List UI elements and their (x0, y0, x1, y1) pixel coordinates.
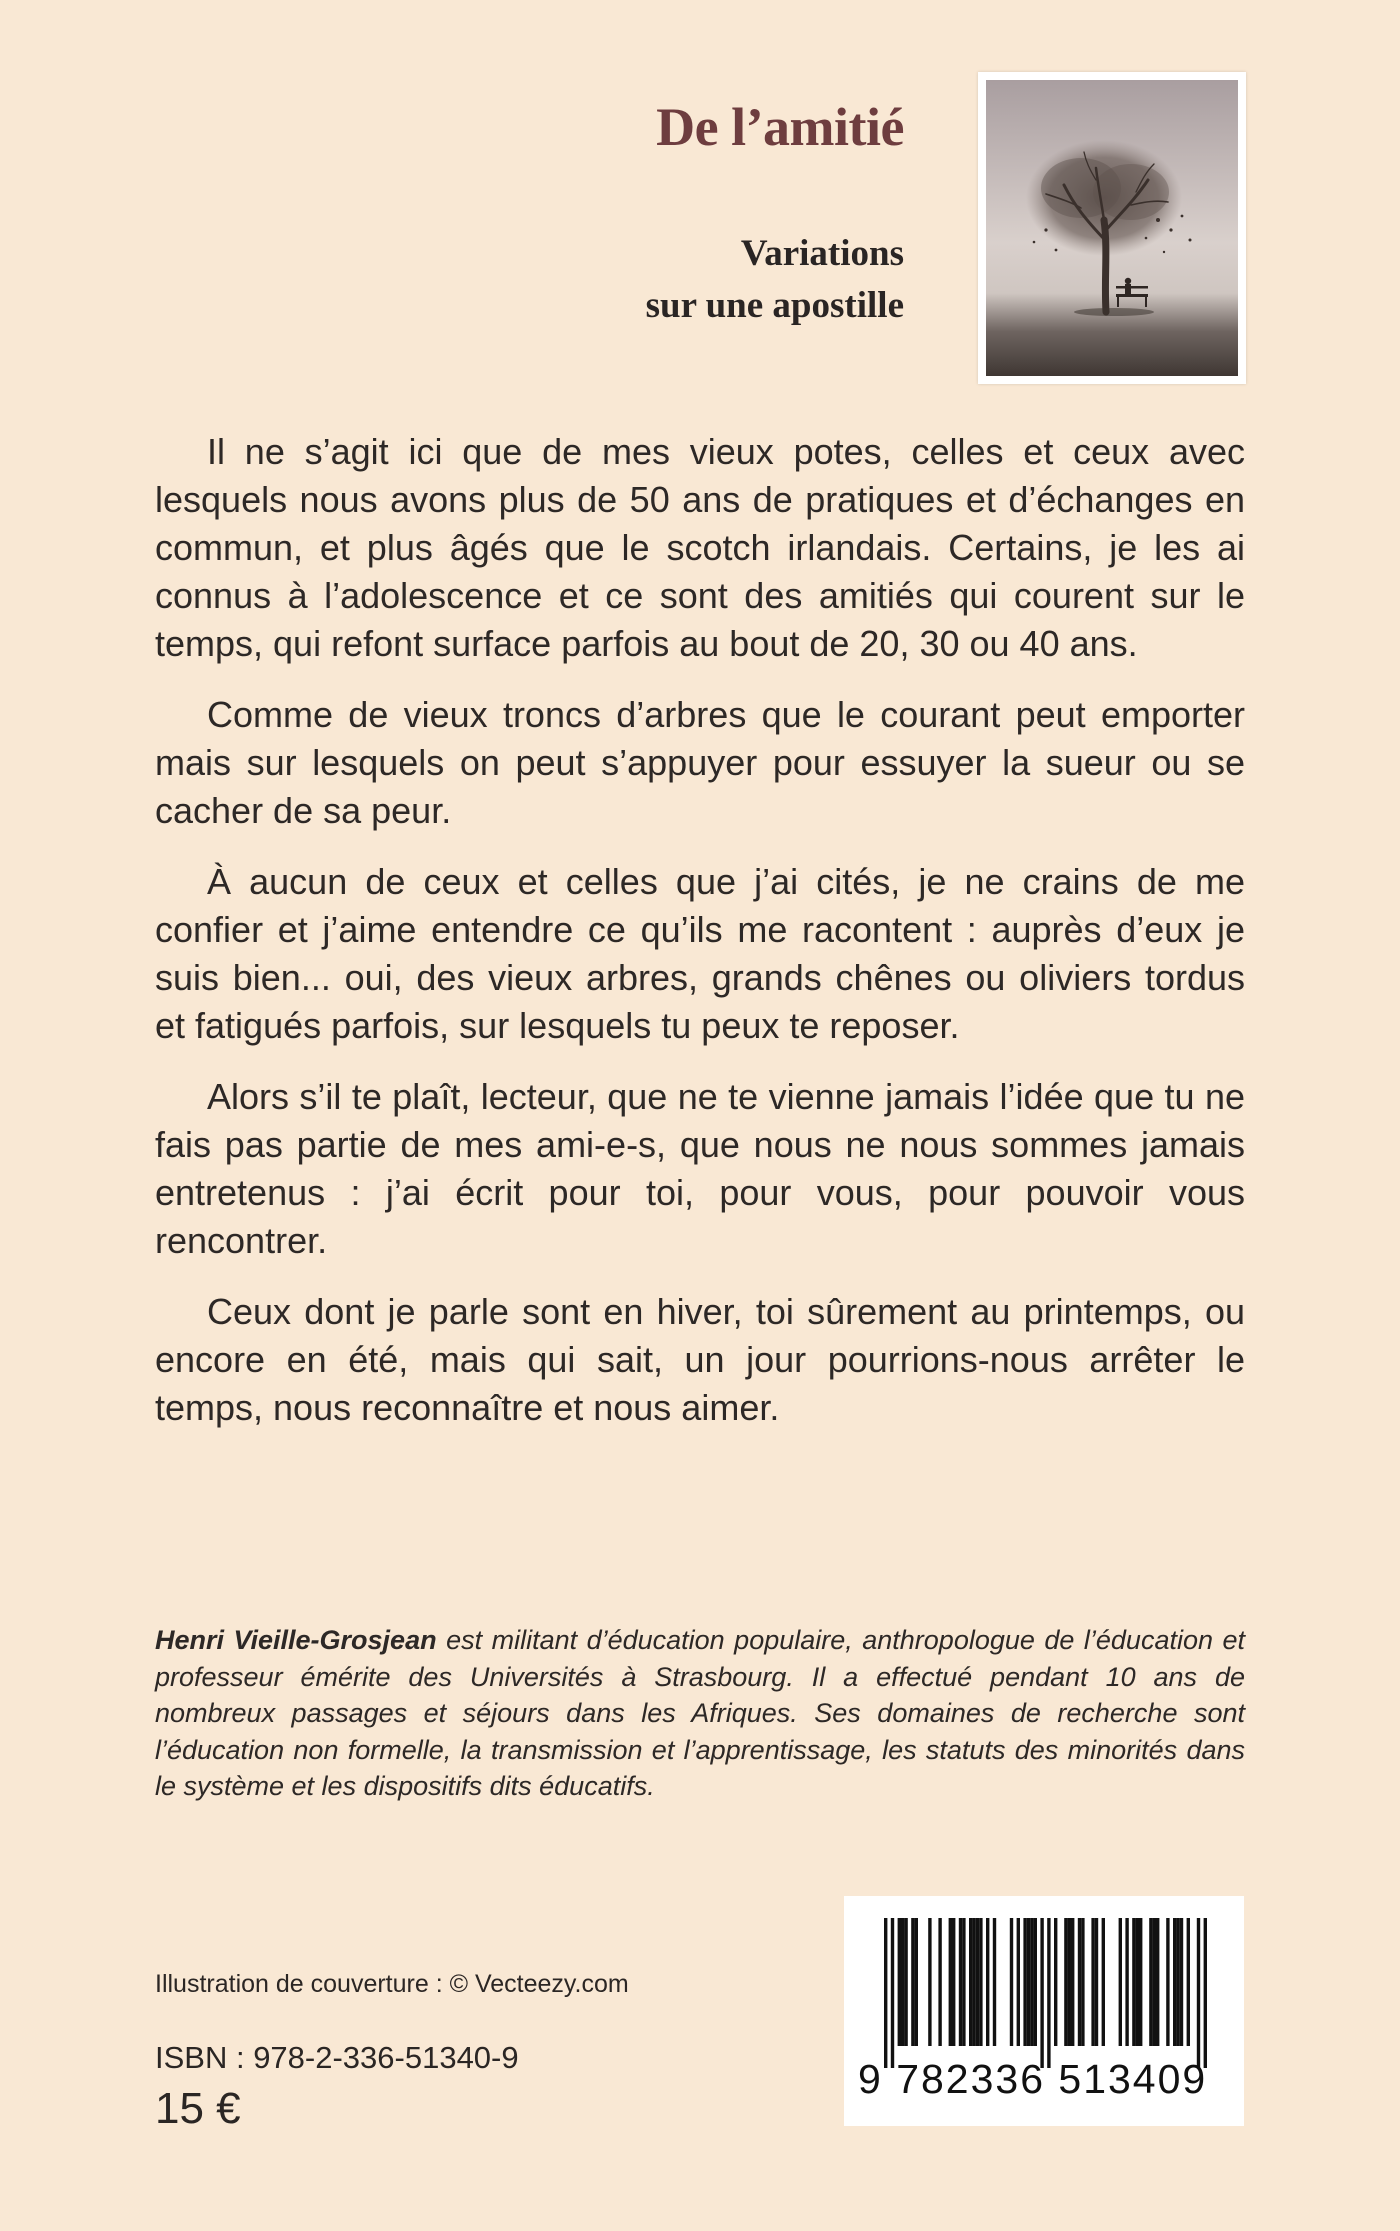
barcode-bar (1119, 1918, 1122, 2046)
barcode-bar (1132, 1918, 1135, 2046)
subtitle-line-2: sur une apostille (645, 285, 904, 326)
body-paragraph: Alors s’il te plaît, lecteur, que ne te vienne jamais l’idée que tu ne fais pas partie de mes ami-e-s, que nous ne nous sommes jamais entretenus : j’ai écrit pour toi, pour vous, pour pouvoir vous rencontrer. (155, 1076, 1245, 1261)
barcode-bar (901, 1918, 904, 2046)
barcode-bar (1125, 1918, 1128, 2046)
barcode-bar (1197, 1918, 1200, 2068)
barcode-bar (1047, 1918, 1050, 2068)
tree-bench-illustration (986, 80, 1238, 376)
barcode-bar (1166, 1918, 1169, 2046)
barcode-bar (1040, 1918, 1043, 2068)
barcode-bar (1071, 1918, 1074, 2046)
barcode-bar (1204, 1918, 1207, 2068)
barcode-bar (1054, 1918, 1057, 2046)
barcode-bar (1176, 1918, 1179, 2046)
barcode-bar (1078, 1918, 1081, 2046)
author-bio-text: est militant d’éducation populaire, anthropologue de l’éducation et professeur émérite des Universités à Strasbourg. Il a effectué pendant 10 ans de nombreux passages et séjours dans les Afriques. Ses domaines de recherche sont l’éducation non formelle, la transmission et l’apprentissage, les statuts des minorités dans le système et les dispositifs dits éducatifs. (155, 1625, 1245, 1801)
barcode-bar (911, 1918, 914, 2046)
barcode (844, 1896, 1244, 2126)
barcode-bar (959, 1918, 962, 2046)
barcode-bar (1023, 1918, 1026, 2046)
barcode-bar (898, 1918, 901, 2046)
author-name: Henri Vieille-Grosjean (155, 1625, 437, 1655)
cover-illustration-frame (978, 72, 1246, 384)
barcode-bar (1187, 1918, 1190, 2046)
barcode-bar (1136, 1918, 1139, 2046)
barcode-bar (1173, 1918, 1176, 2046)
body-paragraph: Il ne s’agit ici que de mes vieux potes, celles et ceux avec lesquels nous avons plus de 50 ans de pratiques et d’échanges en commun, et plus âgés que le scotch irlandais. Certains, je les ai connus à l’adolescence et ce sont des amitiés qui courent sur le temps, qui refont surface parfois au bout de 20, 30 ou 40 ans. (155, 431, 1245, 664)
barcode-bar (1095, 1918, 1098, 2046)
barcode-bar (1139, 1918, 1142, 2046)
barcode-bar (884, 1918, 887, 2068)
barcode-bar (1064, 1918, 1067, 2046)
body-paragraph: À aucun de ceux et celles que j’ai cités, je ne crains de me confier et j’aime entendre ce qu’ils me racontent : auprès d’eux je suis bien... oui, des vieux arbres, grands chênes ou oliviers tordus et fatigués parfois, sur lesquels tu peux te reposer. (155, 861, 1245, 1046)
barcode-bar (1010, 1918, 1013, 2046)
barcode-bar (1017, 1918, 1020, 2046)
barcode-bar (952, 1918, 955, 2046)
body-paragraph: Ceux dont je parle sont en hiver, toi sûrement au printemps, ou encore en été, mais qui sait, un jour pourrions-nous arrêter le temps, nous reconnaître et nous aimer. (155, 1291, 1245, 1428)
barcode-bar (962, 1918, 965, 2046)
barcode-bar (1027, 1918, 1030, 2046)
barcode-bar (976, 1918, 979, 2046)
subtitle-line-1: Variations (740, 233, 904, 274)
barcode-bar (979, 1918, 982, 2046)
barcode-bar (1068, 1918, 1071, 2046)
barcode-bar (1149, 1918, 1152, 2046)
isbn: ISBN : 978-2-336-51340-9 (155, 2040, 519, 2075)
barcode-bar (1153, 1918, 1156, 2046)
barcode-bar (1102, 1918, 1105, 2046)
barcode-bar (1091, 1918, 1094, 2046)
author-bio (155, 1622, 1245, 1805)
barcode-bar (928, 1918, 931, 2046)
barcode-bar (969, 1918, 972, 2046)
barcode-bar (1081, 1918, 1084, 2046)
barcode-bar (1034, 1918, 1037, 2046)
body-paragraph: Comme de vieux troncs d’arbres que le courant peut emporter mais sur lesquels on peut s’appuyer pour essuyer la sueur ou se cacher de sa peur. (155, 694, 1245, 831)
barcode-bar (891, 1918, 894, 2068)
book-subtitle (646, 228, 904, 332)
barcode-bar (949, 1918, 952, 2046)
barcode-bar (1030, 1918, 1033, 2046)
barcode-number: 9 782336 513409 (858, 2056, 1208, 2102)
barcode-bar (972, 1918, 975, 2046)
barcode-bar (904, 1918, 907, 2046)
barcode-bar (1156, 1918, 1159, 2046)
back-cover-text (155, 428, 1245, 1455)
barcode-bar (1180, 1918, 1183, 2046)
barcode-bar (915, 1918, 918, 2046)
barcode-bar (993, 1918, 996, 2046)
barcode-bar (938, 1918, 941, 2046)
illustration-credit: Illustration de couverture : © Vecteezy.com (155, 1970, 629, 1998)
price: 15 € (155, 2084, 241, 2133)
barcode-bar (986, 1918, 989, 2046)
book-title: De l’amitié (656, 97, 904, 157)
